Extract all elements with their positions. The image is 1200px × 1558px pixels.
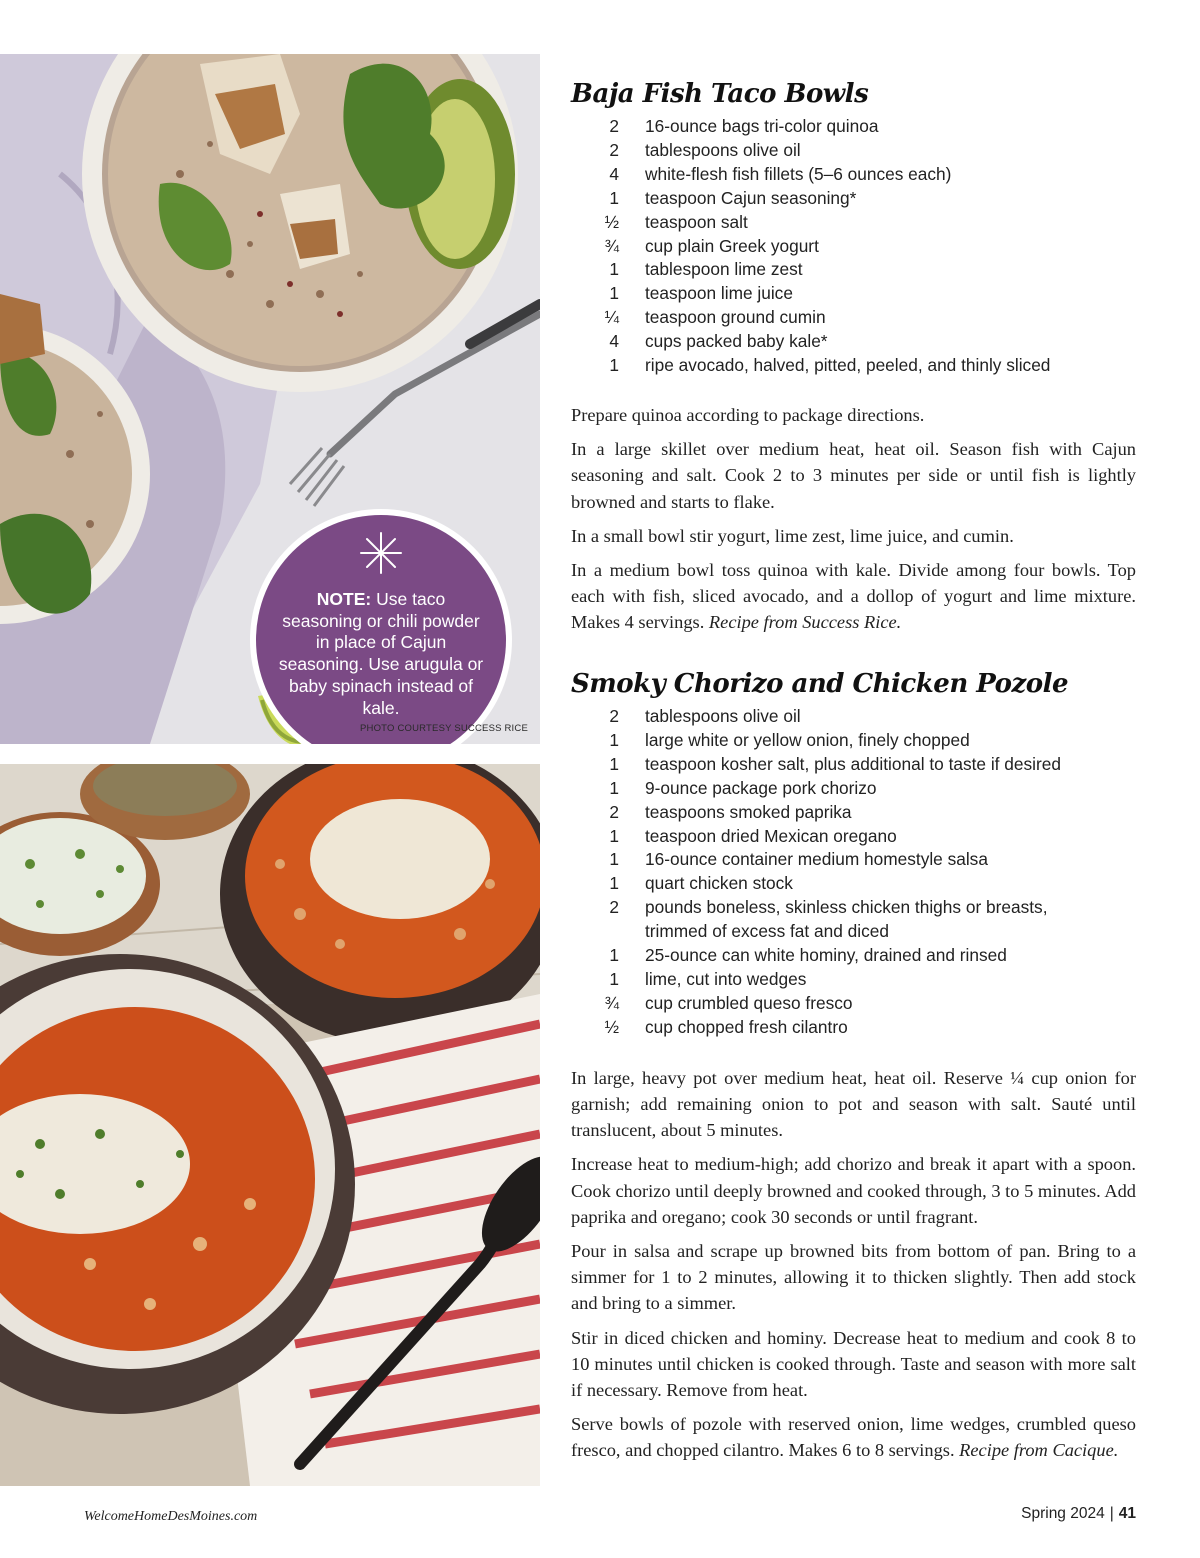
- ingredient-list: [571, 705, 1136, 1040]
- ingredient-item: [571, 992, 1136, 1016]
- ingredient-item: [571, 115, 1136, 139]
- ingredient-qty: 2: [609, 801, 619, 822]
- step-text: In a small bowl stir yogurt, lime zest, lime juice, and cumin.: [571, 525, 1014, 546]
- step-text: Serve bowls of pozole with reserved onion, lime wedges, crumbled queso fresco, and chopped cilantro. Makes 6 to 8 servings.: [571, 1414, 1136, 1461]
- instruction-step: [571, 1065, 1136, 1144]
- note-circle: [256, 515, 506, 744]
- note-body: Use taco seasoning or chili powder in place of Cajun seasoning. Use arugula or baby spinach instead of kale.: [278, 589, 484, 718]
- ingredient-item: [571, 848, 1136, 872]
- fish-taco-bowl-photo: [0, 54, 540, 744]
- ingredient-item: [571, 801, 1136, 825]
- ingredient-qty: 1: [609, 849, 619, 870]
- ingredient-item: [571, 211, 1136, 235]
- footer-issue: [1021, 1505, 1136, 1523]
- ingredient-item: [571, 825, 1136, 849]
- ingredient-desc: teaspoon Cajun seasoning*: [645, 187, 857, 208]
- ingredient-desc: 16-ounce container medium homestyle salsa: [645, 849, 988, 870]
- instruction-step: [571, 402, 1136, 428]
- photo-credit: PHOTO COURTESY SUCCESS RICE: [360, 723, 528, 734]
- step-text: Increase heat to medium-high; add chorizo and break it apart with a spoon. Cook chorizo until deeply browned and cooked through, 3 to 5 minutes. Add paprika and oregano; cook 30 seconds or until fragrant.: [571, 1154, 1136, 1227]
- ingredient-item: [571, 139, 1136, 163]
- ingredient-item: [571, 258, 1136, 282]
- instruction-step: [571, 1325, 1136, 1404]
- ingredient-item: [571, 944, 1136, 968]
- ingredient-qty: ¾: [604, 235, 619, 256]
- ingredient-item: [571, 753, 1136, 777]
- recipe-credit: Recipe from Success Rice.: [708, 612, 902, 633]
- ingredient-qty: 1: [609, 945, 619, 966]
- ingredient-item: [571, 163, 1136, 187]
- ingredient-desc: large white or yellow onion, finely chopped: [645, 729, 970, 750]
- footer-site: WelcomeHomeDesMoines.com: [84, 1509, 258, 1524]
- ingredient-item: [571, 235, 1136, 259]
- ingredient-qty: 1: [609, 259, 619, 280]
- note-label: NOTE:: [316, 589, 372, 609]
- page-number: 41: [1118, 1505, 1136, 1522]
- ingredient-desc: cup chopped fresh cilantro: [645, 1016, 848, 1037]
- ingredient-item: [571, 896, 1136, 944]
- ingredient-item: [571, 306, 1136, 330]
- ingredient-desc: pounds boneless, skinless chicken thighs or breasts, trimmed of excess fat and diced: [645, 897, 1048, 942]
- ingredient-item: [571, 354, 1136, 378]
- instruction-step: [571, 1151, 1136, 1230]
- ingredient-qty: 2: [609, 897, 619, 918]
- instructions: [571, 1065, 1136, 1464]
- ingredient-item: [571, 777, 1136, 801]
- ingredient-desc: teaspoon kosher salt, plus additional to taste if desired: [645, 753, 1061, 774]
- ingredient-desc: cup plain Greek yogurt: [645, 235, 819, 256]
- ingredient-desc: teaspoon lime juice: [645, 283, 793, 304]
- recipe-smoky-chorizo-chicken-pozole: [571, 669, 1136, 1472]
- instruction-step: [571, 1411, 1136, 1463]
- step-text: Pour in salsa and scrape up browned bits from bottom of pan. Bring to a simmer for 1 to 2 minutes, allowing it to thicken slightly. Then add stock and bring to a simmer.: [571, 1240, 1136, 1314]
- ingredient-qty: 4: [609, 163, 619, 184]
- ingredient-qty: ¼: [604, 307, 619, 328]
- ingredient-desc: 16-ounce bags tri-color quinoa: [645, 116, 879, 136]
- ingredient-desc: white-flesh fish fillets (5–6 ounces each): [645, 163, 952, 184]
- ingredient-qty: 1: [609, 753, 619, 774]
- recipe-baja-fish-taco-bowls: [571, 79, 1136, 644]
- ingredient-qty: 2: [609, 706, 619, 726]
- ingredient-qty: 1: [609, 187, 619, 208]
- ingredient-qty: 1: [609, 968, 619, 989]
- ingredient-qty: 1: [609, 777, 619, 798]
- ingredient-qty: 1: [609, 873, 619, 894]
- sparkle-icon: [359, 531, 403, 575]
- ingredient-desc: lime, cut into wedges: [645, 968, 807, 989]
- instruction-step: [571, 557, 1136, 636]
- ingredient-desc: teaspoon salt: [645, 211, 748, 232]
- ingredient-qty: 2: [609, 116, 619, 136]
- instructions: [571, 402, 1136, 636]
- recipe-title: Smoky Chorizo and Chicken Pozole: [571, 669, 1068, 699]
- issue-label: Spring 2024: [1021, 1505, 1105, 1522]
- ingredient-desc: tablespoons olive oil: [645, 706, 801, 726]
- ingredient-qty: 1: [609, 729, 619, 750]
- ingredient-list: [571, 115, 1136, 378]
- pozole-illustration: [0, 764, 540, 1486]
- ingredient-desc: teaspoon dried Mexican oregano: [645, 825, 897, 846]
- ingredient-desc: 9-ounce package pork chorizo: [645, 777, 877, 798]
- instruction-step: [571, 1238, 1136, 1317]
- step-text: In large, heavy pot over medium heat, heat oil. Reserve ¼ cup onion for garnish; add remaining onion to pot and season with salt. Sauté until translucent, about 5 minutes.: [571, 1067, 1136, 1141]
- ingredient-qty: 1: [609, 283, 619, 304]
- ingredient-item: [571, 282, 1136, 306]
- ingredient-item: [571, 330, 1136, 354]
- ingredient-item: [571, 187, 1136, 211]
- ingredient-item: [571, 1016, 1136, 1040]
- ingredient-item: [571, 968, 1136, 992]
- ingredient-desc: 25-ounce can white hominy, drained and rinsed: [645, 945, 1007, 966]
- pozole-photo: [0, 764, 540, 1486]
- step-text: Stir in diced chicken and hominy. Decrease heat to medium and cook 8 to 10 minutes until chicken is cooked through. Taste and season with more salt if necessary. Remove from heat.: [571, 1327, 1136, 1400]
- ingredient-item: [571, 705, 1136, 729]
- ingredient-desc: teaspoons smoked paprika: [645, 801, 852, 822]
- ingredient-desc: tablespoon lime zest: [645, 259, 803, 280]
- ingredient-desc: teaspoon ground cumin: [645, 307, 826, 328]
- step-text: In a large skillet over medium heat, heat oil. Season fish with Cajun seasoning and salt. Cook 2 to 3 minutes per side or until fish is lightly browned and starts to flake.: [571, 439, 1136, 512]
- ingredient-qty: 4: [609, 331, 619, 352]
- instruction-step: [571, 523, 1136, 549]
- ingredient-qty: 2: [609, 139, 619, 160]
- ingredient-desc: cup crumbled queso fresco: [645, 992, 853, 1013]
- ingredient-item: [571, 872, 1136, 896]
- recipe-credit: Recipe from Cacique.: [959, 1440, 1119, 1461]
- ingredient-desc: tablespoons olive oil: [645, 139, 801, 160]
- ingredient-qty: ½: [604, 1016, 619, 1037]
- instruction-step: [571, 436, 1136, 515]
- ingredient-item: [571, 729, 1136, 753]
- ingredient-qty: 1: [609, 825, 619, 846]
- note-text: [276, 589, 486, 719]
- step-text: Prepare quinoa according to package directions.: [571, 404, 925, 425]
- ingredient-desc: cups packed baby kale*: [645, 331, 828, 352]
- ingredient-desc: ripe avocado, halved, pitted, peeled, and thinly sliced: [645, 355, 1051, 376]
- ingredient-desc: quart chicken stock: [645, 873, 793, 894]
- footer-separator: |: [1109, 1505, 1114, 1522]
- ingredient-qty: ½: [604, 211, 619, 232]
- recipe-title: Baja Fish Taco Bowls: [571, 79, 869, 109]
- ingredient-qty: 1: [609, 355, 619, 376]
- step-text: In a medium bowl toss quinoa with kale. Divide among four bowls. Top each with fish, sliced avocado, and a dollop of yogurt and lime mixture. Makes 4 servings.: [571, 559, 1136, 633]
- ingredient-qty: ¾: [604, 992, 619, 1013]
